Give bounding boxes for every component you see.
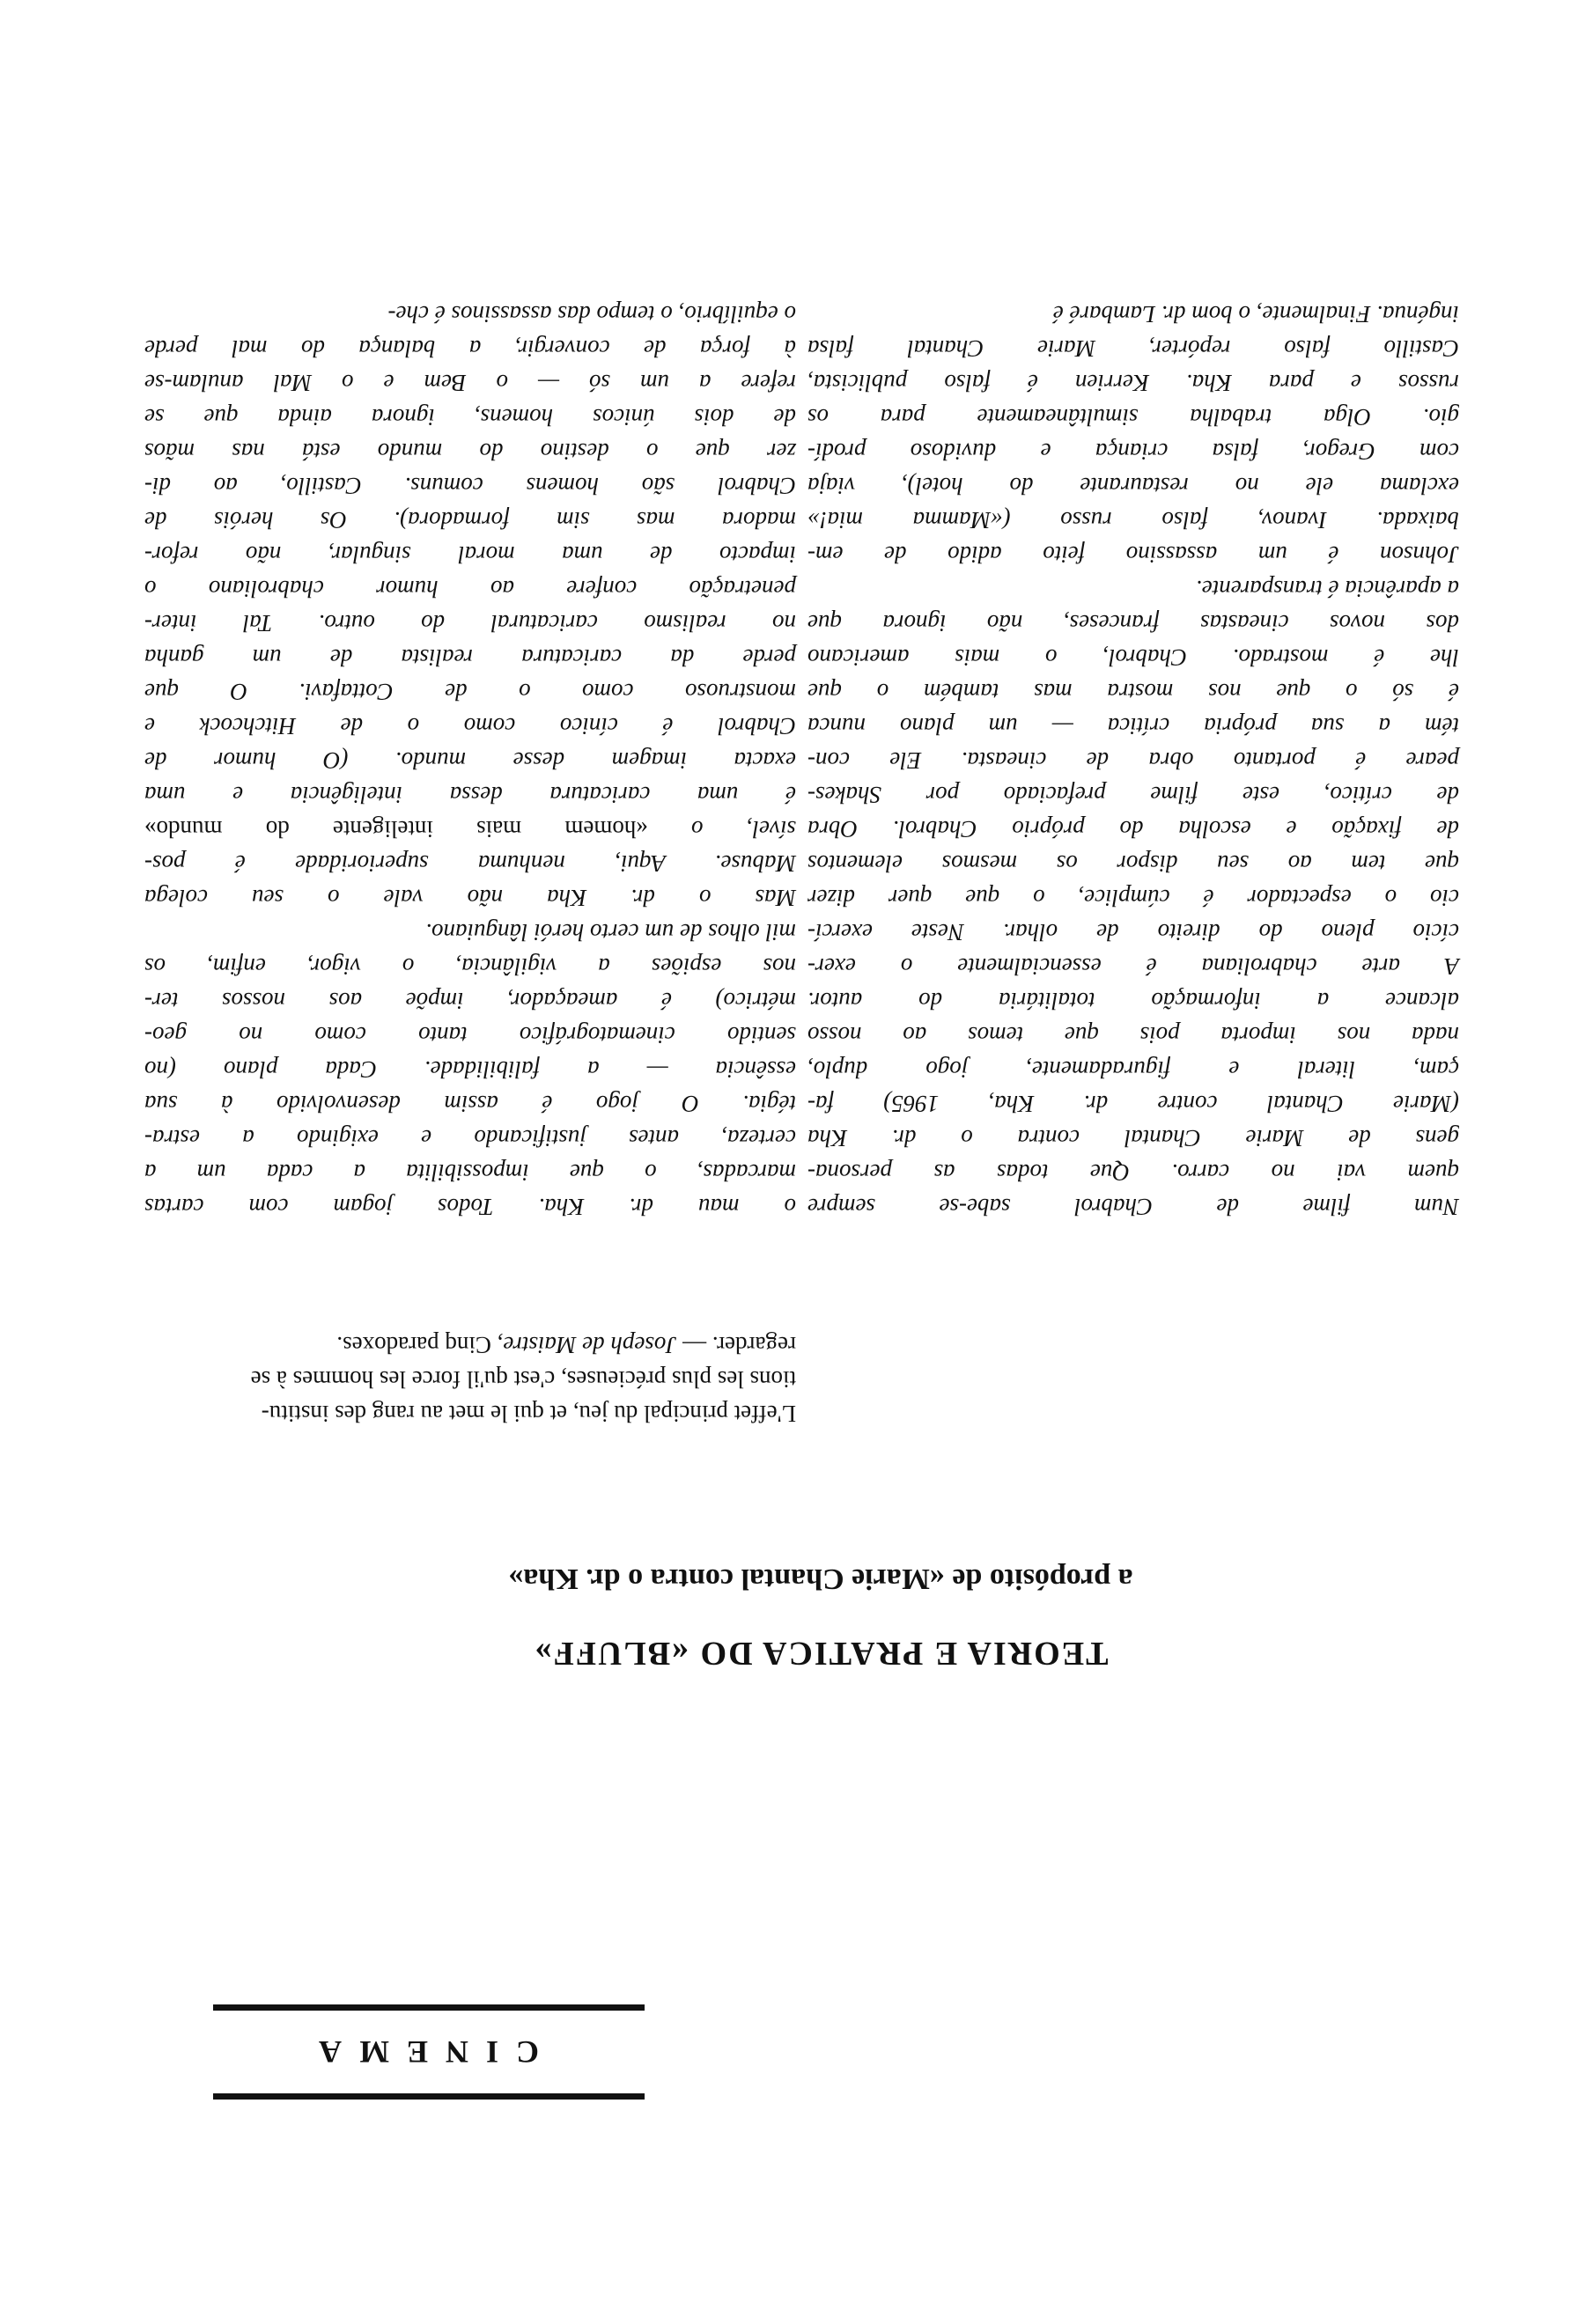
top-rule	[213, 2093, 645, 2100]
body-column-left	[807, 297, 1459, 1224]
text-line: de fixação e escolha do próprio Chabrol. Obra	[807, 816, 1459, 842]
text-line: métrico) é ameaçador, impõe aos nossos ter-	[144, 988, 796, 1014]
text-line: penetração confere ao humor chabroliano o	[144, 576, 796, 602]
text-line: monstruoso como o de Cottafavi. O que	[144, 679, 796, 705]
epigraph-author: Joseph de Maistre,	[497, 1332, 677, 1358]
bottom-rule	[213, 2004, 645, 2011]
text-line: cio o espectador é cúmplice, o que quer dizer	[807, 885, 1459, 911]
text-line: zer que o destino do mundo está nas mãos	[144, 438, 796, 465]
epigraph-source: Cinq paradoxes.	[336, 1332, 498, 1358]
text-line: à força de convergir, a balança do mal perde	[144, 335, 796, 362]
text-line: essência — a falibilidade. Cada plano (no	[144, 1056, 796, 1083]
text-line: Chabrol são homens comuns. Castillo, ao di-	[144, 473, 796, 499]
text-line: nos espiões a vigilância, o vigor, enfim, os	[144, 953, 796, 980]
text-line: gio. Olga trabalha simultâneamente para os	[807, 404, 1459, 430]
text-line: lhe é mostrado. Chabrol, o mais americano	[807, 644, 1459, 671]
text-line: Chabrol é cínico como o de Hitchcock e	[144, 713, 796, 739]
text-line: no realismo caricatural do outro. Tal inter-	[144, 610, 796, 636]
text-line: tém a sua própria crítica — um plano nunca	[807, 713, 1459, 739]
text-line: refere a um só — o Bem e o Mal anulam-se	[144, 370, 796, 396]
text-line: com Gregor, falsa criança e duvidoso prodí-	[807, 438, 1459, 465]
text-line: alcance a informação totalitária do autor.	[807, 988, 1459, 1014]
text-line: exacta imagem desse mundo. (O humor de	[144, 747, 796, 774]
text-line: A arte chabroliana é essencialmente o exer-	[807, 953, 1459, 980]
text-line: gens de Marie Chantal contra o dr. Kha	[807, 1125, 1459, 1151]
text-line: marcadas, o que impossibilita a cada um a	[144, 1159, 796, 1186]
text-line: quem vai no carro. Que todas as persona-	[807, 1159, 1459, 1186]
epigraph	[162, 1327, 796, 1430]
epigraph-line: regarder. —	[676, 1332, 796, 1358]
text-line: o mau dr. Kha. Todos jogam com cartas	[144, 1194, 796, 1220]
text-line: ingénua. Finalmente, o bom dr. Lambaré é	[1052, 301, 1459, 327]
text-line: peare é portanto obra de cineasta. Ele con-	[807, 747, 1459, 774]
text-line: baixada. Ivanov, falso russo («Mamma mia!»	[807, 507, 1459, 533]
text-line: a aparência é transparente.	[1196, 576, 1459, 602]
body-column-right	[144, 297, 796, 1224]
text-line: Castillo falso repórter, Marie Chantal falsa	[807, 335, 1459, 362]
text-line: madora mas sim formadora). Os heróis de	[144, 507, 796, 533]
epigraph-attribution	[162, 1327, 796, 1362]
text-line: nada nos importa pois que temos ao nosso	[807, 1022, 1459, 1048]
text-line: Mas o dr. Kha não vale o seu colega	[144, 885, 796, 911]
section-label: CINEMA	[301, 2034, 539, 2070]
text-line: (Marie Chantal contre dr. Kha, 1965) fa-	[807, 1091, 1459, 1117]
text-line: sível, o «homem mais inteligente do mundo»	[144, 816, 796, 842]
text-line: cício pleno do direito de olhar. Neste exercí-	[807, 919, 1459, 945]
article-subtitle: a propósito de «Marie Chantal contra o dr. Kha»	[508, 1563, 1133, 1595]
text-line: Johnson é um assassino feito adido de em-	[807, 541, 1459, 568]
text-line: dos novos cineastas franceses, não ignora que	[807, 610, 1459, 636]
text-line: Mabuse. Aqui, nenhuma superioridade é pos-	[144, 850, 796, 877]
roman-quote: «homem mais inteligente do mundo»	[144, 816, 648, 842]
text-line: é só o que nos mostra mas também o que	[807, 679, 1459, 705]
section-header	[213, 2004, 645, 2100]
text-line: tégia. O jogo é assim desenvolvido à sua	[144, 1091, 796, 1117]
text-line: Num filme de Chabrol sabe-se sempre	[807, 1194, 1459, 1220]
text-line: que tem ao seu dispor os mesmos elementos	[807, 850, 1459, 877]
text-line: mil olhos de um certo herói lânguiano.	[425, 919, 796, 945]
text-line: russos e para Kha. Kerrien é falso publicista,	[807, 370, 1459, 396]
text-line: é uma caricatura dessa inteligência e uma	[144, 782, 796, 808]
text-line: de dois únicos homens, ignora ainda que se	[144, 404, 796, 430]
text-line: certeza, antes justificando e exigindo a estra-	[144, 1125, 796, 1151]
epigraph-line: L'effet principal du jeu, et qui le met au rang des institu-	[261, 1401, 796, 1427]
epigraph-line: tions les plus précieuses, c'est qu'il force les hommes à se	[250, 1366, 796, 1393]
text-line: perde da caricatura realista de um ganha	[144, 644, 796, 671]
text-line: impacto de uma moral singular, não refor-	[144, 541, 796, 568]
text-line: sentido cinematográfico tanto como no geo-	[144, 1022, 796, 1048]
text-line: çam, literal e figuradamente, jogo duplo,	[807, 1056, 1459, 1083]
article-title: TEORIA E PRATICA DO «BLUFF»	[533, 1635, 1109, 1672]
text-line: exclama ele no restaurante do hotel), viaja	[807, 473, 1459, 499]
text-line: de crítico, este filme prefaciado por Shakes-	[807, 782, 1459, 808]
text-line: o equilíbrio, o tempo das assassinos é che-	[387, 301, 796, 327]
